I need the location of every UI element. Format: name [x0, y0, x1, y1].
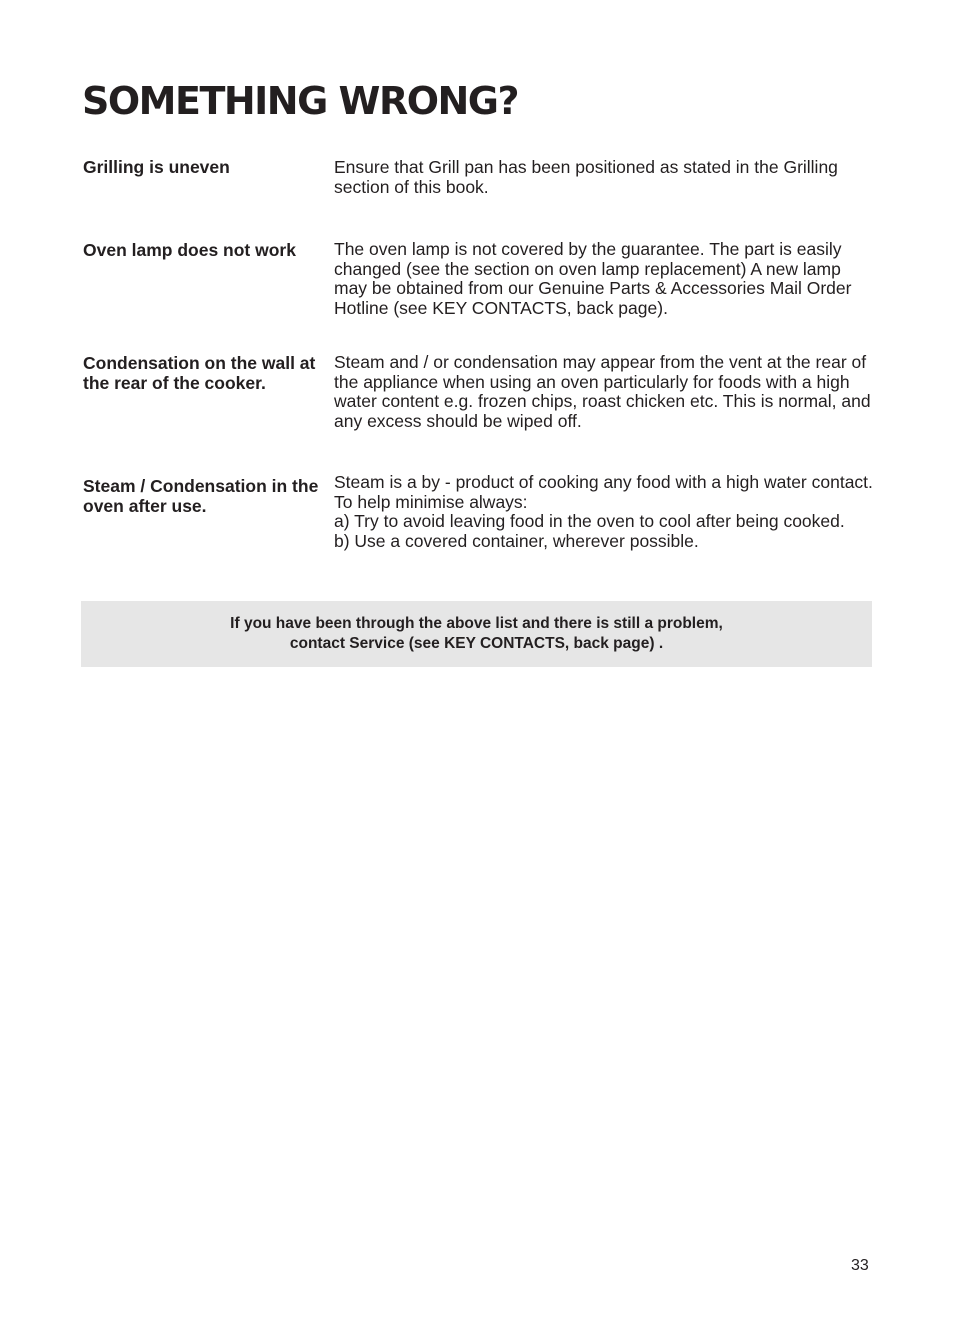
issue-label: Grilling is uneven — [83, 157, 230, 177]
issue-paragraph: a) Try to avoid leaving food in the oven to cool after being cooked. — [334, 511, 845, 532]
page-title: SOMETHING WRONG? — [82, 79, 519, 123]
page-number: 33 — [851, 1257, 869, 1274]
issue-paragraph: b) Use a covered container, wherever possible. — [334, 530, 699, 551]
service-notice — [81, 601, 872, 667]
issue-label: Steam / Condensation in the oven after use. — [83, 476, 319, 516]
issue-label: Oven lamp does not work — [83, 240, 296, 260]
issue-description — [334, 353, 874, 431]
issue-paragraph: Steam and / or condensation may appear from the vent at the rear of the appliance when using an oven particularly for foods with a high water content e.g. frozen chips, roast chicken etc. This is normal, and any excess should be wiped off. — [334, 352, 871, 431]
notice-line: contact Service (see KEY CONTACTS, back page) . — [289, 635, 664, 652]
issue-paragraph: Ensure that Grill pan has been positioned as stated in the Grilling section of this book. — [334, 157, 838, 197]
issue-description — [334, 240, 874, 318]
issue-paragraph: Steam is a by - product of cooking any food with a high water contact. To help minimise always: — [334, 472, 873, 512]
issue-label: Condensation on the wall at the rear of the cooker. — [83, 353, 316, 393]
issue-paragraph: The oven lamp is not covered by the guarantee. The part is easily changed (see the section on oven lamp replacement) A new lamp may be obtained from our Genuine Parts & Accessories Mail Order Hotline (see KEY CONTACTS, back page). — [334, 239, 852, 318]
issue-description — [334, 158, 874, 197]
issue-description — [334, 473, 874, 551]
notice-line: If you have been through the above list and there is still a problem, — [230, 615, 723, 632]
